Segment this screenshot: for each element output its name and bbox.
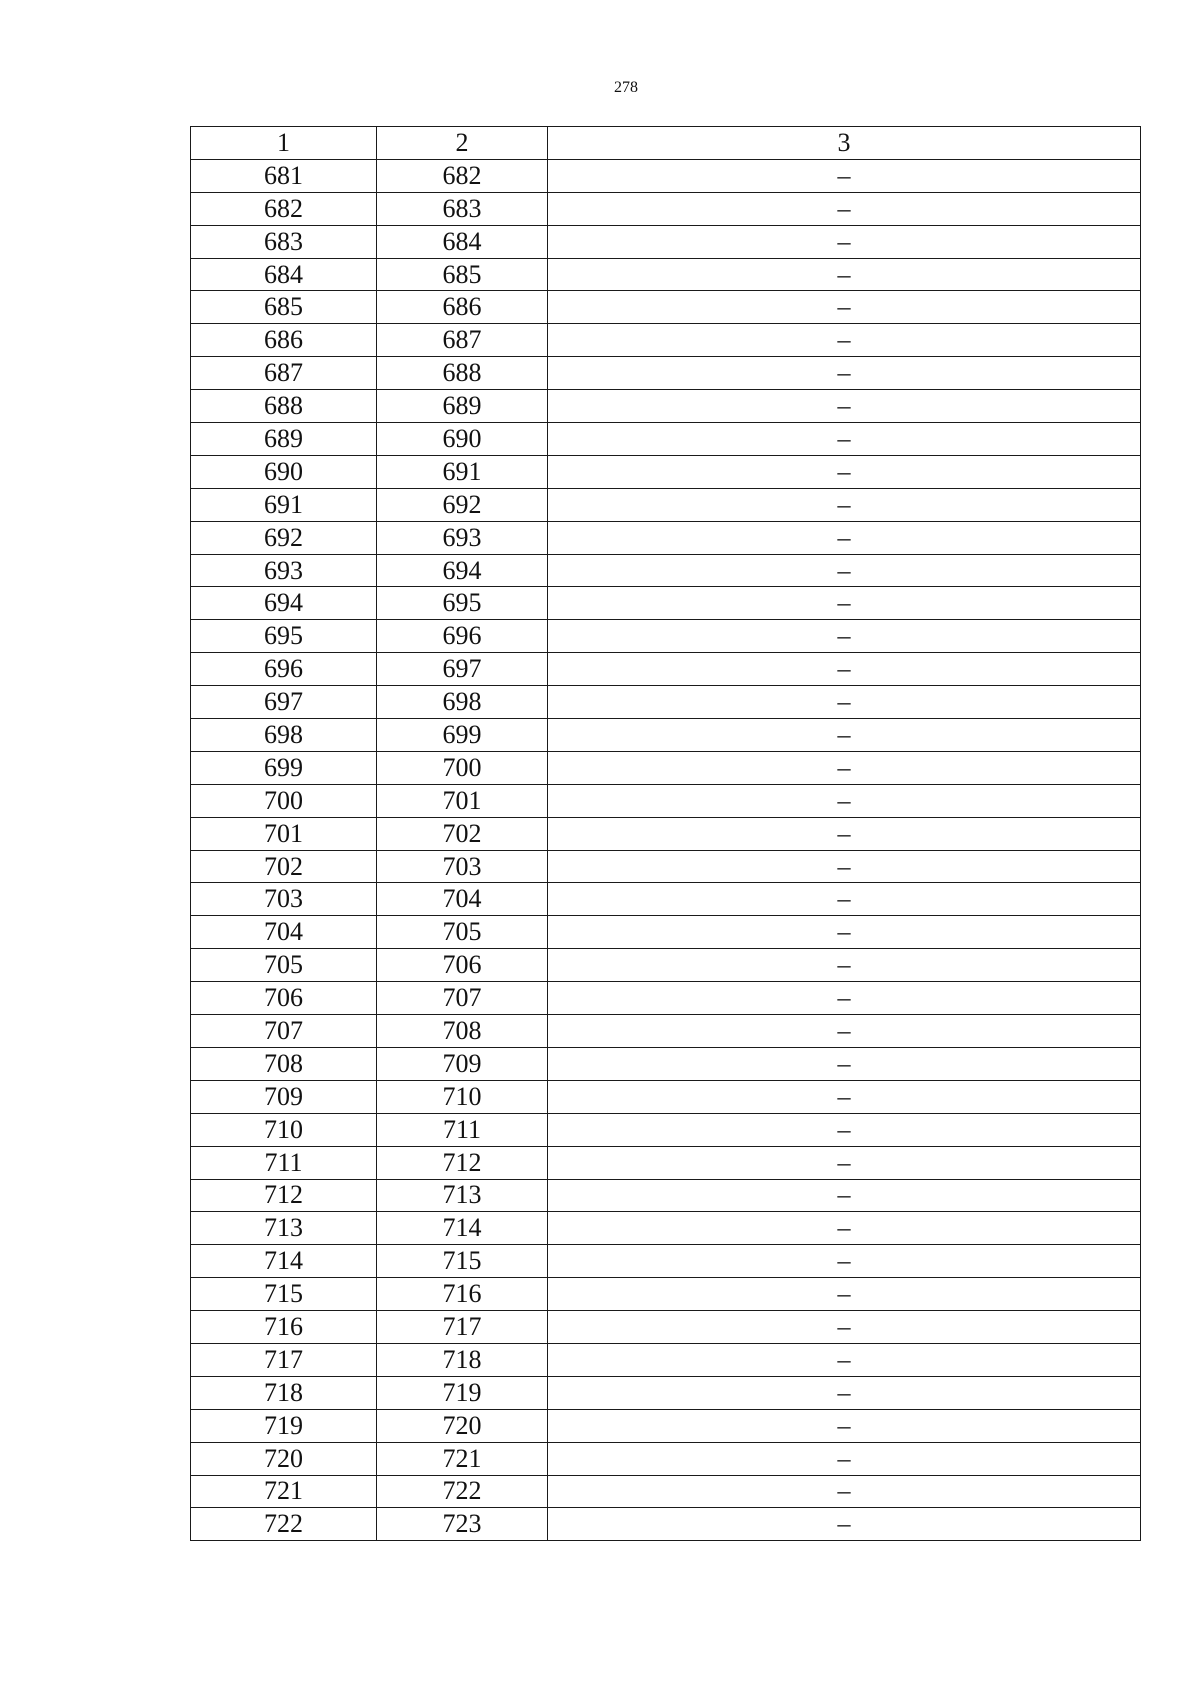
table-cell-col-1: 716 bbox=[191, 1311, 377, 1344]
table-cell-col-1: 696 bbox=[191, 653, 377, 686]
table-row bbox=[191, 883, 1141, 916]
table-cell-col-2: 698 bbox=[377, 686, 548, 719]
table-row bbox=[191, 784, 1141, 817]
table-cell-col-1: 710 bbox=[191, 1113, 377, 1146]
table-cell-col-1: 720 bbox=[191, 1442, 377, 1475]
table-cell-col-2: 695 bbox=[377, 587, 548, 620]
table-cell-col-2: 691 bbox=[377, 455, 548, 488]
table-cell-col-2: 688 bbox=[377, 357, 548, 390]
table-cell-col-1: 708 bbox=[191, 1047, 377, 1080]
table-cell-col-1: 722 bbox=[191, 1508, 377, 1541]
table-row bbox=[191, 1047, 1141, 1080]
table-cell-col-1: 684 bbox=[191, 258, 377, 291]
table-row bbox=[191, 653, 1141, 686]
table-row bbox=[191, 1508, 1141, 1541]
column-header-3: 3 bbox=[548, 127, 1141, 160]
table-cell-col-1: 705 bbox=[191, 949, 377, 982]
table-row bbox=[191, 390, 1141, 423]
table-cell-col-2: 694 bbox=[377, 554, 548, 587]
table-cell-col-3: – bbox=[548, 390, 1141, 423]
table-cell-col-3: – bbox=[548, 1376, 1141, 1409]
table-row bbox=[191, 817, 1141, 850]
table-cell-col-3: – bbox=[548, 1343, 1141, 1376]
table-cell-col-1: 713 bbox=[191, 1212, 377, 1245]
table-row bbox=[191, 587, 1141, 620]
table-cell-col-1: 718 bbox=[191, 1376, 377, 1409]
table-cell-col-1: 685 bbox=[191, 291, 377, 324]
table-cell-col-2: 711 bbox=[377, 1113, 548, 1146]
table-row bbox=[191, 423, 1141, 456]
table-cell-col-3: – bbox=[548, 1179, 1141, 1212]
table-cell-col-1: 702 bbox=[191, 850, 377, 883]
table-cell-col-1: 698 bbox=[191, 719, 377, 752]
table-cell-col-1: 700 bbox=[191, 784, 377, 817]
table-cell-col-3: – bbox=[548, 1475, 1141, 1508]
table-cell-col-3: – bbox=[548, 1015, 1141, 1048]
table-row bbox=[191, 1278, 1141, 1311]
table-cell-col-3: – bbox=[548, 883, 1141, 916]
table-cell-col-2: 684 bbox=[377, 225, 548, 258]
table-cell-col-2: 716 bbox=[377, 1278, 548, 1311]
table-cell-col-2: 712 bbox=[377, 1146, 548, 1179]
table-cell-col-1: 694 bbox=[191, 587, 377, 620]
table-cell-col-1: 682 bbox=[191, 192, 377, 225]
table-cell-col-1: 691 bbox=[191, 488, 377, 521]
table-cell-col-2: 682 bbox=[377, 159, 548, 192]
table-cell-col-1: 711 bbox=[191, 1146, 377, 1179]
table-cell-col-3: – bbox=[548, 653, 1141, 686]
table-cell-col-3: – bbox=[548, 751, 1141, 784]
table-row bbox=[191, 192, 1141, 225]
table-row bbox=[191, 850, 1141, 883]
table-row bbox=[191, 1080, 1141, 1113]
page-number: 278 bbox=[614, 79, 638, 96]
table-cell-col-3: – bbox=[548, 1245, 1141, 1278]
table-cell-col-2: 717 bbox=[377, 1311, 548, 1344]
table-cell-col-3: – bbox=[548, 521, 1141, 554]
table-row bbox=[191, 1015, 1141, 1048]
table-cell-col-2: 699 bbox=[377, 719, 548, 752]
table-cell-col-2: 707 bbox=[377, 982, 548, 1015]
table-cell-col-2: 689 bbox=[377, 390, 548, 423]
table-cell-col-2: 696 bbox=[377, 620, 548, 653]
table-row bbox=[191, 554, 1141, 587]
table-cell-col-3: – bbox=[548, 488, 1141, 521]
table-cell-col-3: – bbox=[548, 719, 1141, 752]
table-cell-col-1: 699 bbox=[191, 751, 377, 784]
table-row bbox=[191, 916, 1141, 949]
table-cell-col-3: – bbox=[548, 192, 1141, 225]
table-row bbox=[191, 225, 1141, 258]
table-cell-col-1: 690 bbox=[191, 455, 377, 488]
table-cell-col-2: 683 bbox=[377, 192, 548, 225]
table-cell-col-1: 693 bbox=[191, 554, 377, 587]
table-cell-col-3: – bbox=[548, 159, 1141, 192]
table-cell-col-1: 701 bbox=[191, 817, 377, 850]
table-cell-col-3: – bbox=[548, 1212, 1141, 1245]
table-row bbox=[191, 949, 1141, 982]
table-cell-col-1: 704 bbox=[191, 916, 377, 949]
table-cell-col-2: 721 bbox=[377, 1442, 548, 1475]
table-cell-col-3: – bbox=[548, 455, 1141, 488]
table-cell-col-2: 723 bbox=[377, 1508, 548, 1541]
table-cell-col-3: – bbox=[548, 982, 1141, 1015]
table-cell-col-3: – bbox=[548, 324, 1141, 357]
table-cell-col-1: 721 bbox=[191, 1475, 377, 1508]
table-cell-col-3: – bbox=[548, 949, 1141, 982]
table-body bbox=[191, 127, 1141, 1541]
table-cell-col-1: 697 bbox=[191, 686, 377, 719]
column-header-1: 1 bbox=[191, 127, 377, 160]
table-cell-col-1: 717 bbox=[191, 1343, 377, 1376]
table-cell-col-2: 697 bbox=[377, 653, 548, 686]
table-cell-col-2: 713 bbox=[377, 1179, 548, 1212]
table-cell-col-1: 703 bbox=[191, 883, 377, 916]
table-cell-col-3: – bbox=[548, 1278, 1141, 1311]
table-cell-col-1: 687 bbox=[191, 357, 377, 390]
table-row bbox=[191, 1179, 1141, 1212]
table-cell-col-2: 687 bbox=[377, 324, 548, 357]
table-cell-col-1: 695 bbox=[191, 620, 377, 653]
table-cell-col-2: 720 bbox=[377, 1409, 548, 1442]
table-cell-col-1: 692 bbox=[191, 521, 377, 554]
table-cell-col-3: – bbox=[548, 620, 1141, 653]
table-row bbox=[191, 488, 1141, 521]
table-cell-col-2: 701 bbox=[377, 784, 548, 817]
table-cell-col-3: – bbox=[548, 1311, 1141, 1344]
table-cell-col-2: 710 bbox=[377, 1080, 548, 1113]
table-row bbox=[191, 1311, 1141, 1344]
table-cell-col-2: 719 bbox=[377, 1376, 548, 1409]
table-cell-col-2: 714 bbox=[377, 1212, 548, 1245]
table-cell-col-2: 705 bbox=[377, 916, 548, 949]
table-row bbox=[191, 719, 1141, 752]
table-cell-col-3: – bbox=[548, 225, 1141, 258]
table-cell-col-2: 692 bbox=[377, 488, 548, 521]
table-cell-col-2: 700 bbox=[377, 751, 548, 784]
table-cell-col-2: 703 bbox=[377, 850, 548, 883]
data-table bbox=[190, 126, 1141, 1541]
table-cell-col-3: – bbox=[548, 357, 1141, 390]
table-row bbox=[191, 620, 1141, 653]
table-row bbox=[191, 1475, 1141, 1508]
table-row bbox=[191, 291, 1141, 324]
table-cell-col-1: 715 bbox=[191, 1278, 377, 1311]
table-row bbox=[191, 357, 1141, 390]
table-cell-col-2: 690 bbox=[377, 423, 548, 456]
table-row bbox=[191, 982, 1141, 1015]
table-row bbox=[191, 159, 1141, 192]
table-cell-col-1: 683 bbox=[191, 225, 377, 258]
table-cell-col-3: – bbox=[548, 258, 1141, 291]
table-cell-col-3: – bbox=[548, 817, 1141, 850]
table-row bbox=[191, 1409, 1141, 1442]
table-cell-col-2: 702 bbox=[377, 817, 548, 850]
table-cell-col-1: 689 bbox=[191, 423, 377, 456]
table-cell-col-3: – bbox=[548, 1508, 1141, 1541]
table-cell-col-1: 686 bbox=[191, 324, 377, 357]
table-row bbox=[191, 324, 1141, 357]
table-cell-col-3: – bbox=[548, 850, 1141, 883]
table-row bbox=[191, 521, 1141, 554]
table-cell-col-3: – bbox=[548, 1409, 1141, 1442]
table-cell-col-3: – bbox=[548, 291, 1141, 324]
table-cell-col-1: 719 bbox=[191, 1409, 377, 1442]
table-cell-col-3: – bbox=[548, 587, 1141, 620]
table-cell-col-3: – bbox=[548, 1113, 1141, 1146]
table-cell-col-1: 707 bbox=[191, 1015, 377, 1048]
table-row bbox=[191, 1343, 1141, 1376]
table-cell-col-3: – bbox=[548, 686, 1141, 719]
table-cell-col-2: 722 bbox=[377, 1475, 548, 1508]
table-cell-col-2: 708 bbox=[377, 1015, 548, 1048]
table-row bbox=[191, 1212, 1141, 1245]
table-row bbox=[191, 1376, 1141, 1409]
table-cell-col-2: 715 bbox=[377, 1245, 548, 1278]
table-row bbox=[191, 1245, 1141, 1278]
table-cell-col-1: 688 bbox=[191, 390, 377, 423]
table-cell-col-3: – bbox=[548, 1080, 1141, 1113]
table-row bbox=[191, 686, 1141, 719]
table-cell-col-3: – bbox=[548, 554, 1141, 587]
table-cell-col-1: 709 bbox=[191, 1080, 377, 1113]
table-header-row bbox=[191, 127, 1141, 160]
table-cell-col-2: 709 bbox=[377, 1047, 548, 1080]
table-cell-col-1: 714 bbox=[191, 1245, 377, 1278]
table-cell-col-2: 704 bbox=[377, 883, 548, 916]
table-row bbox=[191, 751, 1141, 784]
table-row bbox=[191, 258, 1141, 291]
table-cell-col-2: 718 bbox=[377, 1343, 548, 1376]
table-row bbox=[191, 1442, 1141, 1475]
table-cell-col-2: 685 bbox=[377, 258, 548, 291]
table-cell-col-2: 693 bbox=[377, 521, 548, 554]
table-cell-col-2: 706 bbox=[377, 949, 548, 982]
table-cell-col-3: – bbox=[548, 916, 1141, 949]
table-cell-col-1: 712 bbox=[191, 1179, 377, 1212]
table-cell-col-1: 681 bbox=[191, 159, 377, 192]
table-cell-col-3: – bbox=[548, 1047, 1141, 1080]
table-cell-col-3: – bbox=[548, 1442, 1141, 1475]
column-header-2: 2 bbox=[377, 127, 548, 160]
table-cell-col-2: 686 bbox=[377, 291, 548, 324]
table-cell-col-1: 706 bbox=[191, 982, 377, 1015]
table-row bbox=[191, 1113, 1141, 1146]
table-row bbox=[191, 455, 1141, 488]
table-cell-col-3: – bbox=[548, 1146, 1141, 1179]
table-cell-col-3: – bbox=[548, 784, 1141, 817]
table-row bbox=[191, 1146, 1141, 1179]
table-cell-col-3: – bbox=[548, 423, 1141, 456]
